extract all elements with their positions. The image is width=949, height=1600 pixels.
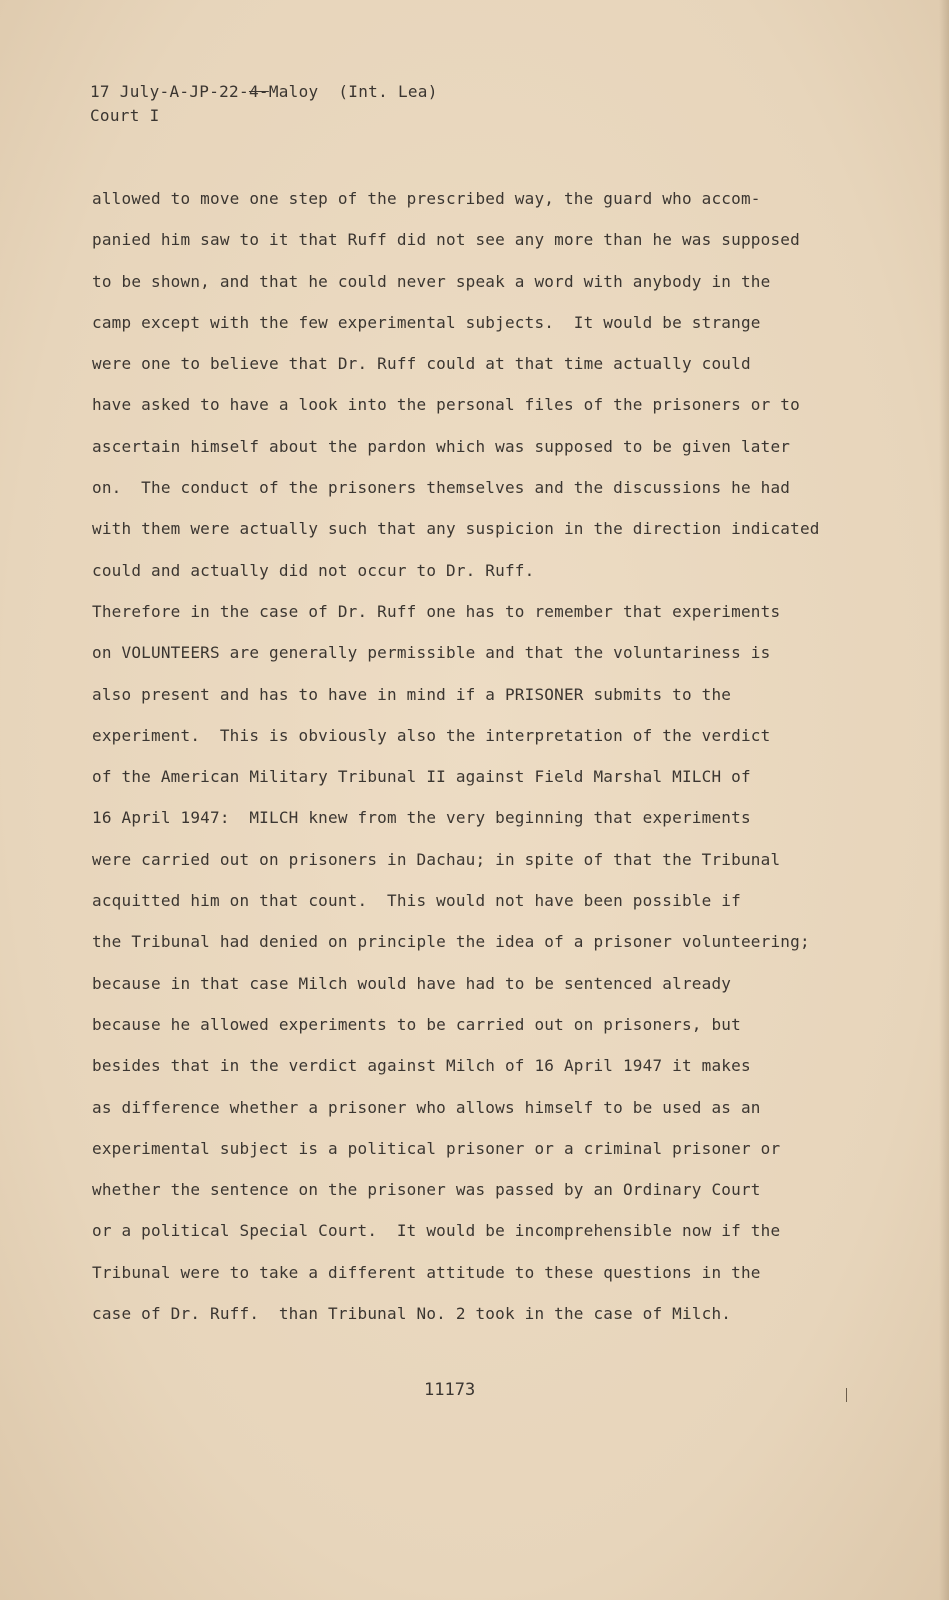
body-line: because in that case Milch would have had to be sentenced already: [92, 973, 732, 993]
page-number: 11173: [424, 1380, 476, 1400]
header-line-2: Court I: [90, 106, 160, 125]
body-line: besides that in the verdict against Milch of 16 April 1947 it makes: [92, 1056, 751, 1076]
document-header: [90, 80, 438, 128]
body-line: on. The conduct of the prisoners themselves and the discussions he had: [92, 478, 791, 498]
body-line: the Tribunal had denied on principle the idea of a prisoner volunteering;: [92, 932, 810, 952]
body-line: experimental subject is a political prisoner or a criminal prisoner or: [92, 1138, 781, 1158]
body-line: of the American Military Tribunal II against Field Marshal MILCH of: [92, 767, 751, 787]
body-line: could and actually did not occur to Dr. Ruff.: [92, 560, 535, 580]
body-line: with them were actually such that any suspicion in the direction indicated: [92, 519, 820, 539]
body-line: or a political Special Court. It would be incomprehensible now if the: [92, 1221, 781, 1241]
body-line: Tribunal were to take a different attitude to these questions in the: [92, 1262, 761, 1282]
body-line: were one to believe that Dr. Ruff could at that time actually could: [92, 354, 751, 374]
body-line: because he allowed experiments to be carried out on prisoners, but: [92, 1014, 741, 1034]
body-line: ascertain himself about the pardon which was supposed to be given later: [92, 436, 791, 456]
body-line: experiment. This is obviously also the interpretation of the verdict: [92, 725, 771, 745]
header-line-1-suffix: Maloy (Int. Lea): [268, 82, 438, 101]
body-line: to be shown, and that he could never speak a word with anybody in the: [92, 271, 771, 291]
body-line: were carried out on prisoners in Dachau; in spite of that the Tribunal: [92, 849, 781, 869]
body-line: Therefore in the case of Dr. Ruff one has to remember that experiments: [92, 601, 781, 621]
page-edge-shadow: [939, 0, 949, 1600]
body-line: on VOLUNTEERS are generally permissible and that the voluntariness is: [92, 643, 771, 663]
body-line: acquitted him on that count. This would not have been possible if: [92, 891, 741, 911]
margin-mark: [846, 1388, 847, 1402]
body-line: have asked to have a look into the personal files of the prisoners or to: [92, 395, 800, 415]
body-line: whether the sentence on the prisoner was passed by an Ordinary Court: [92, 1180, 761, 1200]
body-line: 16 April 1947: MILCH knew from the very beginning that experiments: [92, 808, 751, 828]
body-line: panied him saw to it that Ruff did not see any more than he was supposed: [92, 230, 800, 250]
body-line: case of Dr. Ruff. than Tribunal No. 2 took in the case of Milch.: [92, 1304, 732, 1324]
body-line: allowed to move one step of the prescribed way, the guard who accom-: [92, 189, 761, 208]
header-line-1: [90, 80, 438, 104]
header-line-1-prefix: 17 July-A-JP-22-: [90, 82, 249, 101]
body-line: as difference whether a prisoner who allows himself to be used as an: [92, 1097, 761, 1117]
document-body: [92, 178, 862, 1334]
body-line: also present and has to have in mind if a PRISONER submits to the: [92, 684, 732, 704]
header-line-1-struck: 4-: [248, 82, 269, 101]
body-line: camp except with the few experimental subjects. It would be strange: [92, 312, 761, 332]
